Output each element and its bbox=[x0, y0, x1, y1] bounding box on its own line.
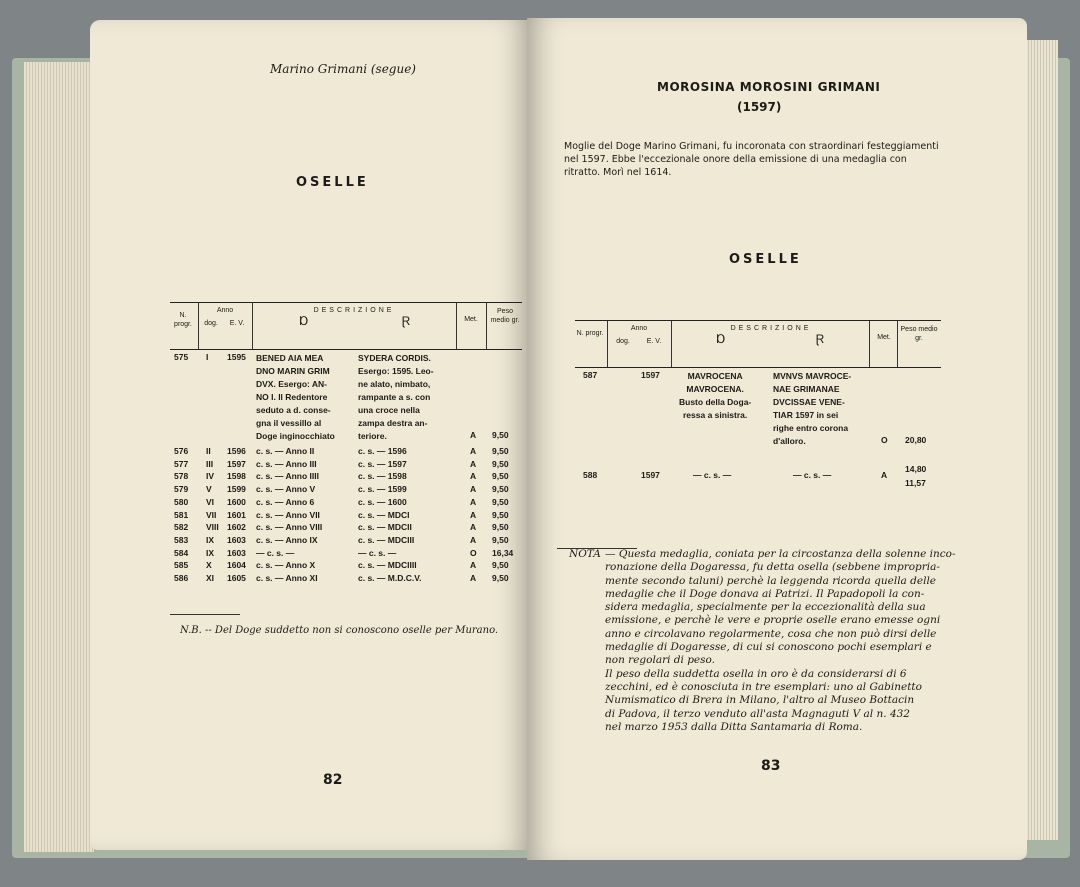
row-number: 578 bbox=[174, 471, 189, 482]
row-metal: A bbox=[470, 560, 477, 571]
row-dog-year: IX bbox=[206, 547, 215, 558]
row-obverse: c. s. — Anno XI bbox=[256, 573, 318, 583]
row-obverse: c. s. — Anno II bbox=[256, 446, 315, 456]
row-number: 579 bbox=[174, 484, 189, 495]
row-dog-year: VI bbox=[206, 496, 215, 507]
row-weight: 9,50 bbox=[492, 573, 509, 583]
table-row: 588 1597 — c. s. — — c. s. — A 14,80 11,57 bbox=[583, 464, 927, 488]
row-weight: 16,34 bbox=[492, 547, 514, 558]
header-peso-medio: Peso medio gr. bbox=[900, 326, 938, 342]
row-metal: A bbox=[470, 484, 477, 495]
reverse-description: SYDERA CORDIS. Esergo: 1595. Leo- ne alato, nimbato, rampante a s. con una croce nella zampa destra an- teriore. bbox=[358, 353, 434, 441]
row-metal: A bbox=[470, 496, 477, 507]
row-year: 1602 bbox=[227, 522, 246, 533]
section-title: OSELLE bbox=[296, 175, 369, 190]
row-weight: 9,50 bbox=[492, 484, 509, 495]
row-dog-year: X bbox=[206, 560, 212, 571]
section-title: OSELLE bbox=[729, 252, 802, 267]
row-obverse: c. s. — Anno VIII bbox=[256, 522, 323, 533]
header-met: Met. bbox=[877, 334, 891, 341]
table-row bbox=[170, 510, 522, 523]
row-reverse: c. s. — MDCIII bbox=[358, 534, 415, 545]
table-header bbox=[575, 320, 941, 368]
row-number: 581 bbox=[174, 509, 189, 520]
right-page bbox=[527, 18, 1027, 860]
running-head: Marino Grimani (segue) bbox=[270, 62, 416, 76]
row-metal: A bbox=[470, 534, 477, 545]
note: N.B. -- Del Doge suddetto non si conoscono oselle per Murano. bbox=[180, 625, 499, 636]
row-metal: A bbox=[470, 458, 477, 469]
row-obverse: c. s. — Anno IIII bbox=[256, 471, 319, 482]
header-descrizione: DESCRIZIONE bbox=[730, 325, 812, 332]
header-n-progr: N. progr. bbox=[576, 330, 604, 337]
row-number: 585 bbox=[174, 560, 189, 571]
table-row bbox=[170, 548, 522, 561]
table-row bbox=[170, 471, 522, 484]
header-ev: E. V. bbox=[646, 338, 662, 345]
table-row: 587 1597 O 20,80 bbox=[583, 370, 927, 445]
row-obverse: c. s. — Anno III bbox=[256, 458, 317, 469]
page-title: MOROSINA MOROSINI GRIMANI bbox=[657, 80, 881, 94]
oselle-table bbox=[575, 320, 941, 500]
reverse-symbol: Ɽ bbox=[401, 314, 411, 328]
table-row bbox=[170, 522, 522, 535]
row-weight: 9,50 bbox=[492, 471, 509, 482]
row-year: 1597 bbox=[227, 458, 246, 469]
header-dog: dog. bbox=[204, 320, 218, 327]
row-year: 1603 bbox=[227, 534, 246, 545]
row-weight: 9,50 bbox=[492, 560, 509, 571]
row-dog-year: XI bbox=[206, 573, 215, 583]
row-weight: 9,50 bbox=[492, 496, 509, 507]
nota-text: — Questa medaglia, coniata per la circostanza della solenne inco- ronazione della Dogaressa, fu detta osella (sebbene impropria- mente secondo taluni) perchè la leggenda ricorda quella delle medaglie che il Doge donava ai Patrizi. Il Papadopoli la con- sidera medaglia, specialmente per la eccezionalità della sua emissione, e perchè le vere e proprie oselle erano emesse ogni anno e circolavano regolarmente, cosa che non può dirsi delle medaglie di Dogaresse, di cui si conoscono pochi esemplari e non regolari di peso. Il peso della suddetta osella in oro è da considerarsi di 6 zecchini, ed è conosciuta in tre esemplari: uno al Gabinetto Numismatico di Brera in Milano, l'altro al Museo Bottacin di Padova, il terzo venduto all'asta Magnaguti V al n. 432 nel marzo 1953 dalla Ditta Santamaria di Roma. bbox=[605, 548, 956, 733]
row-number: 583 bbox=[174, 534, 189, 545]
page-number: 83 bbox=[761, 758, 781, 774]
row-number: 582 bbox=[174, 522, 189, 533]
row-number: 576 bbox=[174, 446, 189, 456]
table-row bbox=[170, 446, 522, 459]
row-weight: 9,50 bbox=[492, 446, 509, 456]
row-obverse: c. s. — Anno 6 bbox=[256, 496, 315, 507]
obverse-symbol: Ɒ bbox=[299, 314, 309, 328]
row-reverse: c. s. — MDCI bbox=[358, 509, 410, 520]
row-dog-year: IX bbox=[206, 534, 215, 545]
table-row: 575 I 1595 A 9,50 bbox=[174, 352, 509, 440]
row-metal: A bbox=[470, 573, 477, 583]
row-year: 1596 bbox=[227, 446, 246, 456]
row-obverse: c. s. — Anno IX bbox=[256, 534, 318, 545]
page-number: 82 bbox=[323, 772, 343, 788]
row-reverse: c. s. — MDCII bbox=[358, 522, 412, 533]
row-obverse: c. s. — Anno VII bbox=[256, 509, 320, 520]
row-number: 584 bbox=[174, 547, 189, 558]
row-number: 580 bbox=[174, 496, 189, 507]
row-obverse: c. s. — Anno X bbox=[256, 560, 316, 571]
header-met: Met. bbox=[464, 316, 478, 323]
header-anno: Anno bbox=[630, 325, 648, 332]
row-obverse: — c. s. — bbox=[256, 547, 295, 558]
left-page bbox=[90, 20, 530, 850]
row-obverse: c. s. — Anno V bbox=[256, 484, 316, 495]
row-reverse: c. s. — MDCIIII bbox=[358, 560, 417, 571]
table-row bbox=[170, 459, 522, 472]
header-peso-medio: Peso medio gr. bbox=[490, 308, 520, 324]
row-year: 1599 bbox=[227, 484, 246, 495]
nota-label: NOTA bbox=[569, 548, 601, 560]
obverse-symbol: Ɒ bbox=[716, 332, 726, 346]
row-reverse: c. s. — 1600 bbox=[358, 496, 407, 507]
oselle-table bbox=[170, 302, 522, 592]
row-year: 1604 bbox=[227, 560, 246, 571]
row-weight: 9,50 bbox=[492, 509, 509, 520]
row-reverse: c. s. — 1596 bbox=[358, 446, 407, 456]
row-year: 1603 bbox=[227, 547, 246, 558]
header-anno: Anno bbox=[216, 307, 234, 314]
row-dog-year: VIII bbox=[206, 522, 219, 533]
row-reverse: c. s. — 1598 bbox=[358, 471, 407, 482]
table-row bbox=[170, 497, 522, 510]
row-number: 586 bbox=[174, 573, 189, 583]
header-descrizione: DESCRIZIONE bbox=[313, 307, 395, 314]
row-metal: A bbox=[470, 471, 477, 482]
row-dog-year: IV bbox=[206, 471, 215, 482]
reverse-description: MVNVS MAVROCE- NAE GRIMANAE DVCISSAE VENE- TIAR 1597 in sei righe entro corona d'alloro. bbox=[773, 371, 852, 446]
table-row bbox=[170, 560, 522, 573]
reverse-symbol: Ɽ bbox=[815, 332, 825, 346]
table-header bbox=[170, 302, 522, 350]
row-year: 1600 bbox=[227, 496, 246, 507]
row-weight: 9,50 bbox=[492, 458, 509, 469]
row-weight: 9,50 bbox=[492, 534, 509, 545]
obverse-description: MAVROCENA MAVROCENA. Busto della Doga- ressa a sinistra. bbox=[679, 371, 752, 420]
row-year: 1601 bbox=[227, 509, 246, 520]
header-n-progr: N. progr. bbox=[174, 312, 192, 328]
page-edges-left bbox=[24, 62, 94, 852]
row-metal: A bbox=[470, 509, 477, 520]
row-reverse: c. s. — 1599 bbox=[358, 484, 407, 495]
table-row bbox=[170, 484, 522, 497]
row-reverse: c. s. — M.D.C.V. bbox=[358, 573, 422, 583]
row-metal: A bbox=[470, 522, 477, 533]
intro-text: Moglie del Doge Marino Grimani, fu incoronata con straordinari festeggiamenti nel 1597. Ebbe l'eccezionale onore della emissione di una medaglia con ritratto. Morì nel 1614. bbox=[564, 141, 939, 178]
row-metal: A bbox=[470, 446, 477, 456]
row-dog-year: V bbox=[206, 484, 212, 495]
row-reverse: c. s. — 1597 bbox=[358, 458, 407, 469]
row-weight: 9,50 bbox=[492, 522, 509, 533]
row-reverse: — c. s. — bbox=[358, 547, 397, 558]
table-row bbox=[170, 573, 522, 586]
row-year: 1605 bbox=[227, 573, 246, 583]
row-year: 1598 bbox=[227, 471, 246, 482]
table-row bbox=[170, 535, 522, 548]
row-dog-year: II bbox=[206, 446, 211, 456]
header-ev: E. V. bbox=[229, 320, 245, 327]
obverse-description: BENED AIA MEA DNO MARIN GRIM DVX. Esergo: AN- NO I. Il Redentore seduto a d. conse- gna il vessillo al Doge inginocchiato bbox=[256, 353, 335, 441]
row-metal: O bbox=[470, 547, 477, 558]
row-number: 577 bbox=[174, 458, 189, 469]
row-dog-year: VII bbox=[206, 509, 217, 520]
page-year: (1597) bbox=[737, 100, 782, 114]
row-dog-year: III bbox=[206, 458, 214, 469]
header-dog: dog. bbox=[616, 338, 630, 345]
